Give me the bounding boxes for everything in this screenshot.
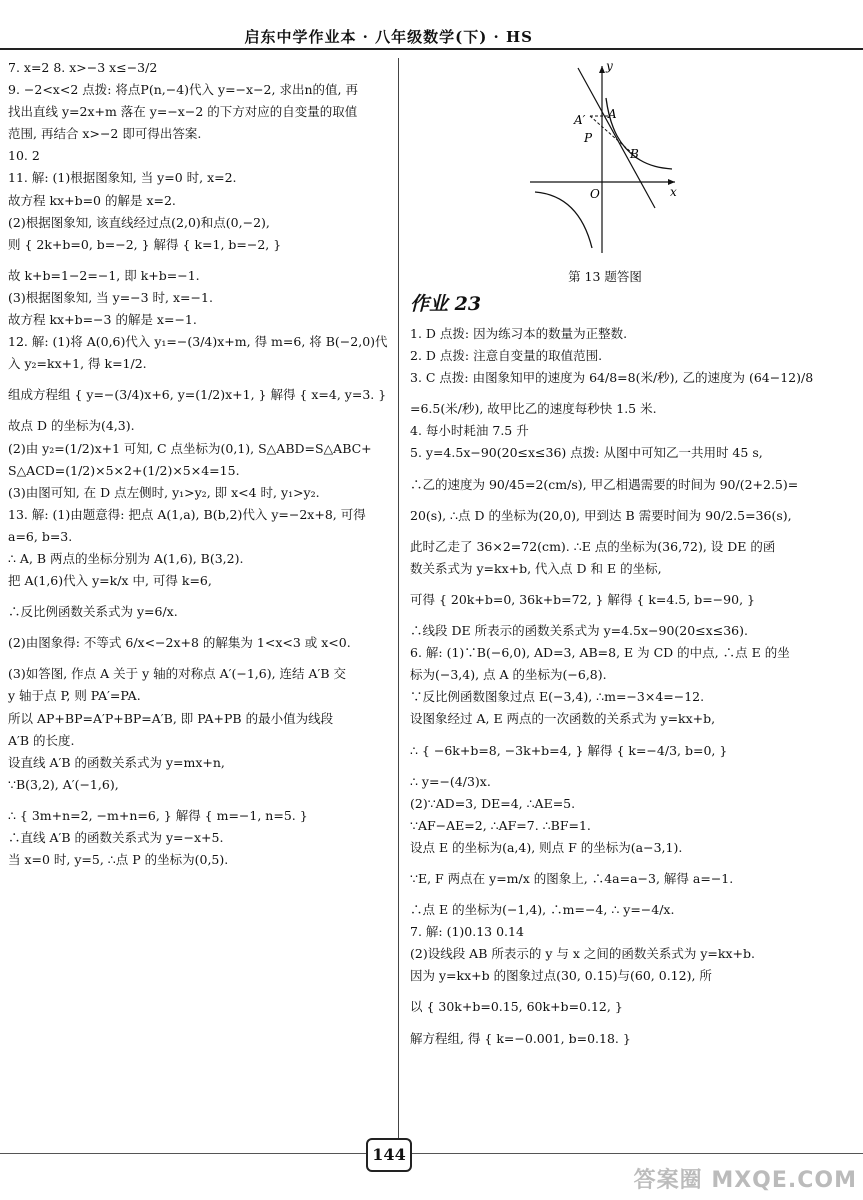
label-a-prime: A′: [574, 113, 586, 127]
line-gap: [410, 466, 840, 475]
line-gap: [410, 860, 840, 869]
label-p: P: [584, 131, 593, 145]
answer-line: a=6, b=3.: [8, 528, 73, 544]
page-header: [0, 22, 863, 46]
answer-line: 1. D 点拨: 因为练习本的数量为正整数.: [410, 326, 628, 341]
label-b: B: [630, 147, 639, 161]
answer-line: (3)由图可知, 在 D 点左侧时, y₁>y₂, 即 x<4 时, y₁>y₂.: [8, 484, 320, 500]
answer-figure-13: [410, 58, 840, 283]
answer-line: ∴ { 3m+n=2, −m+n=6, } 解得 { m=−1, n=5. }: [8, 807, 308, 823]
answer-line: 10. 2: [8, 148, 40, 164]
line-gap: [410, 528, 840, 537]
answer-line: 把 A(1,6)代入 y=k/x 中, 可得 k=6,: [8, 573, 212, 589]
label-y: y: [606, 59, 613, 73]
header-rule: [0, 48, 863, 50]
answer-line: 5. y=4.5x−90(20≤x≤36) 点拨: 从图中可知乙一共用时 45 s,: [410, 445, 763, 461]
answer-line: ∵反比例函数图象过点 E(−3,4), ∴m=−3×4=−12.: [410, 689, 705, 705]
line-gap: [410, 891, 840, 900]
section-title: 作业 23: [410, 293, 482, 315]
answer-line: ∴反比例函数关系式为 y=6/x.: [8, 604, 178, 620]
answer-line: (2)由图象得: 不等式 6/x<−2x+8 的解集为 1<x<3 或 x<0.: [8, 635, 351, 651]
answer-line: ∴ A, B 两点的坐标分别为 A(1,6), B(3,2).: [8, 550, 244, 566]
line-gap: [8, 407, 393, 416]
answer-line: 20(s), ∴点 D 的坐标为(20,0), 甲到达 B 需要时间为 90/2.5=36(s),: [410, 507, 792, 523]
answer-line: 找出直线 y=2x+m 落在 y=−x−2 的下方对应的自变量的取值: [8, 104, 358, 120]
answer-line: 则 { 2k+b=0, b=−2, } 解得 { k=1, b=−2, }: [8, 236, 282, 252]
line-gap: [8, 655, 393, 664]
answer-line: 7. 解: (1)0.13 0.14: [410, 924, 524, 940]
answer-line: (2)由 y₂=(1/2)x+1 可知, C 点坐标为(0,1), S△ABD=S△ABC+: [8, 440, 372, 456]
answer-line: 故方程 kx+b=0 的解是 x=2.: [8, 192, 176, 208]
answer-line: (3)根据图象知, 当 y=−3 时, x=−1.: [8, 289, 213, 305]
answer-line: ∴ { −6k+b=8, −3k+b=4, } 解得 { k=−4/3, b=0, }: [410, 742, 728, 758]
answer-line: 故点 D 的坐标为(4,3).: [8, 418, 135, 434]
answer-line: 入 y₂=kx+1, 得 k=1/2.: [8, 356, 147, 372]
answer-line: 9. −2<x<2 点拨: 将点P(n,−4)代入 y=−x−2, 求出n的值, 再: [8, 82, 358, 98]
answer-line: 3. C 点拨: 由图象知甲的速度为 64/8=8(米/秒), 乙的速度为 (64−12)/8: [410, 370, 814, 386]
line-gap: [8, 624, 393, 633]
answer-line: 13. 解: (1)由题意得: 把点 A(1,a), B(b,2)代入 y=−2x+8, 可得: [8, 506, 366, 522]
line-gap: [8, 376, 393, 385]
line-gap: [8, 797, 393, 806]
line-gap: [410, 497, 840, 506]
answer-line: 因为 y=kx+b 的图象过点(30, 0.15)与(60, 0.12), 所: [410, 968, 712, 984]
answer-line: y 轴于点 P, 则 PA′=PA.: [8, 688, 141, 704]
answer-line: 设图象经过 A, E 两点的一次函数的关系式为 y=kx+b,: [410, 711, 716, 727]
figure-caption: 第 13 题答图: [568, 269, 642, 284]
answer-line: 组成方程组 { y=−(3/4)x+6, y=(1/2)x+1, } 解得 { x=4, y=3. }: [8, 387, 387, 403]
column-divider: [398, 58, 399, 1138]
line-gap: [8, 257, 393, 266]
line-gap: [410, 1020, 840, 1029]
answer-line: ∴乙的速度为 90/45=2(cm/s), 甲乙相遇需要的时间为 90/(2+2.5)=: [410, 476, 799, 492]
answer-line: 可得 { 20k+b=0, 36k+b=72, } 解得 { k=4.5, b=−90, }: [410, 591, 755, 607]
answer-line: 12. 解: (1)将 A(0,6)代入 y₁=−(3/4)x+m, 得 m=6, 将 B(−2,0)代: [8, 334, 388, 350]
answer-line: ∴直线 A′B 的函数关系式为 y=−x+5.: [8, 830, 224, 845]
answer-line: (2)设线段 AB 所表示的 y 与 x 之间的函数关系式为 y=kx+b.: [410, 946, 755, 962]
label-origin: O: [590, 187, 600, 201]
answer-line: 当 x=0 时, y=5, ∴点 P 的坐标为(0,5).: [8, 852, 229, 868]
answer-line: 2. D 点拨: 注意自变量的取值范围.: [410, 348, 603, 364]
hyperbola-branch-2: [535, 192, 592, 248]
footer-rule: [0, 1153, 863, 1154]
answer-line: S△ACD=(1/2)×5×2+(1/2)×5×4=15.: [8, 462, 240, 478]
answer-line: ∵B(3,2), A′(−1,6),: [8, 776, 119, 792]
right-lines: [410, 324, 840, 1048]
right-column: [410, 58, 840, 1051]
answer-line: ∴点 E 的坐标为(−1,4), ∴m=−4, ∴ y=−4/x.: [410, 902, 675, 918]
answer-line: 此时乙走了 36×2=72(cm). ∴E 点的坐标为(36,72), 设 DE 的函: [410, 538, 776, 554]
line-gap: [410, 581, 840, 590]
left-column: [8, 58, 393, 872]
answer-line: (2)根据图象知, 该直线经过点(2,0)和点(0,−2),: [8, 214, 270, 230]
answer-line: 6. 解: (1)∵B(−6,0), AD=3, AB=8, E 为 CD 的中点, ∴点 E 的坐: [410, 645, 790, 661]
line-gap: [410, 732, 840, 741]
answer-line: (2)∵AD=3, DE=4, ∴AE=5.: [410, 795, 576, 811]
answer-line: 故方程 kx+b=−3 的解是 x=−1.: [8, 312, 197, 328]
line-gap: [410, 612, 840, 621]
page-number: 144: [366, 1138, 412, 1172]
answer-line: A′B 的长度.: [8, 732, 75, 748]
answer-line: 设直线 A′B 的函数关系式为 y=mx+n,: [8, 754, 225, 770]
label-a: A: [608, 107, 617, 121]
answer-line: 故 k+b=1−2=−1, 即 k+b=−1.: [8, 267, 200, 283]
answer-line: 解方程组, 得 { k=−0.001, b=0.18. }: [410, 1030, 631, 1046]
answer-line: 11. 解: (1)根据图象知, 当 y=0 时, x=2.: [8, 170, 237, 186]
answer-line: =6.5(米/秒), 故甲比乙的速度每秒快 1.5 米.: [410, 401, 657, 417]
answer-line: ∴ y=−(4/3)x.: [410, 773, 491, 789]
answer-line: ∵E, F 两点在 y=m/x 的图象上, ∴4a=a−3, 解得 a=−1.: [410, 870, 734, 886]
line-gap: [410, 988, 840, 997]
watermark-logo: 答案圈 MXQE.COM: [633, 1168, 857, 1193]
line-gap: [8, 593, 393, 602]
answer-line: 设点 E 的坐标为(a,4), 则点 F 的坐标为(a−3,1).: [410, 839, 683, 855]
answer-line: ∵AF−AE=2, ∴AF=7. ∴BF=1.: [410, 817, 591, 833]
header-title: 启东中学作业本 · 八年级数学(下) · HS: [244, 28, 533, 46]
answer-line: 范围, 再结合 x>−2 即可得出答案.: [8, 126, 202, 142]
answer-line: 标为(−3,4), 点 A 的坐标为(−6,8).: [410, 667, 607, 683]
answer-line: 4. 每小时耗油 7.5 升: [410, 423, 529, 439]
graph-svg: [410, 58, 840, 258]
answer-line: 所以 AP+BP=A′P+BP=A′B, 即 PA+PB 的最小值为线段: [8, 710, 334, 726]
line-gap: [410, 390, 840, 399]
answer-line: (3)如答图, 作点 A 关于 y 轴的对称点 A′(−1,6), 连结 A′B 交: [8, 666, 347, 682]
label-x: x: [670, 185, 677, 199]
line-gap: [410, 763, 840, 772]
answer-line: 以 { 30k+b=0.15, 60k+b=0.12, }: [410, 999, 623, 1015]
answer-line: 数关系式为 y=kx+b, 代入点 D 和 E 的坐标,: [410, 560, 662, 576]
answer-line: ∴线段 DE 所表示的函数关系式为 y=4.5x−90(20≤x≤36).: [410, 623, 748, 639]
y-axis-arrow: [599, 66, 605, 73]
answer-line: 7. x=2 8. x>−3 x≤−3/2: [8, 60, 158, 75]
